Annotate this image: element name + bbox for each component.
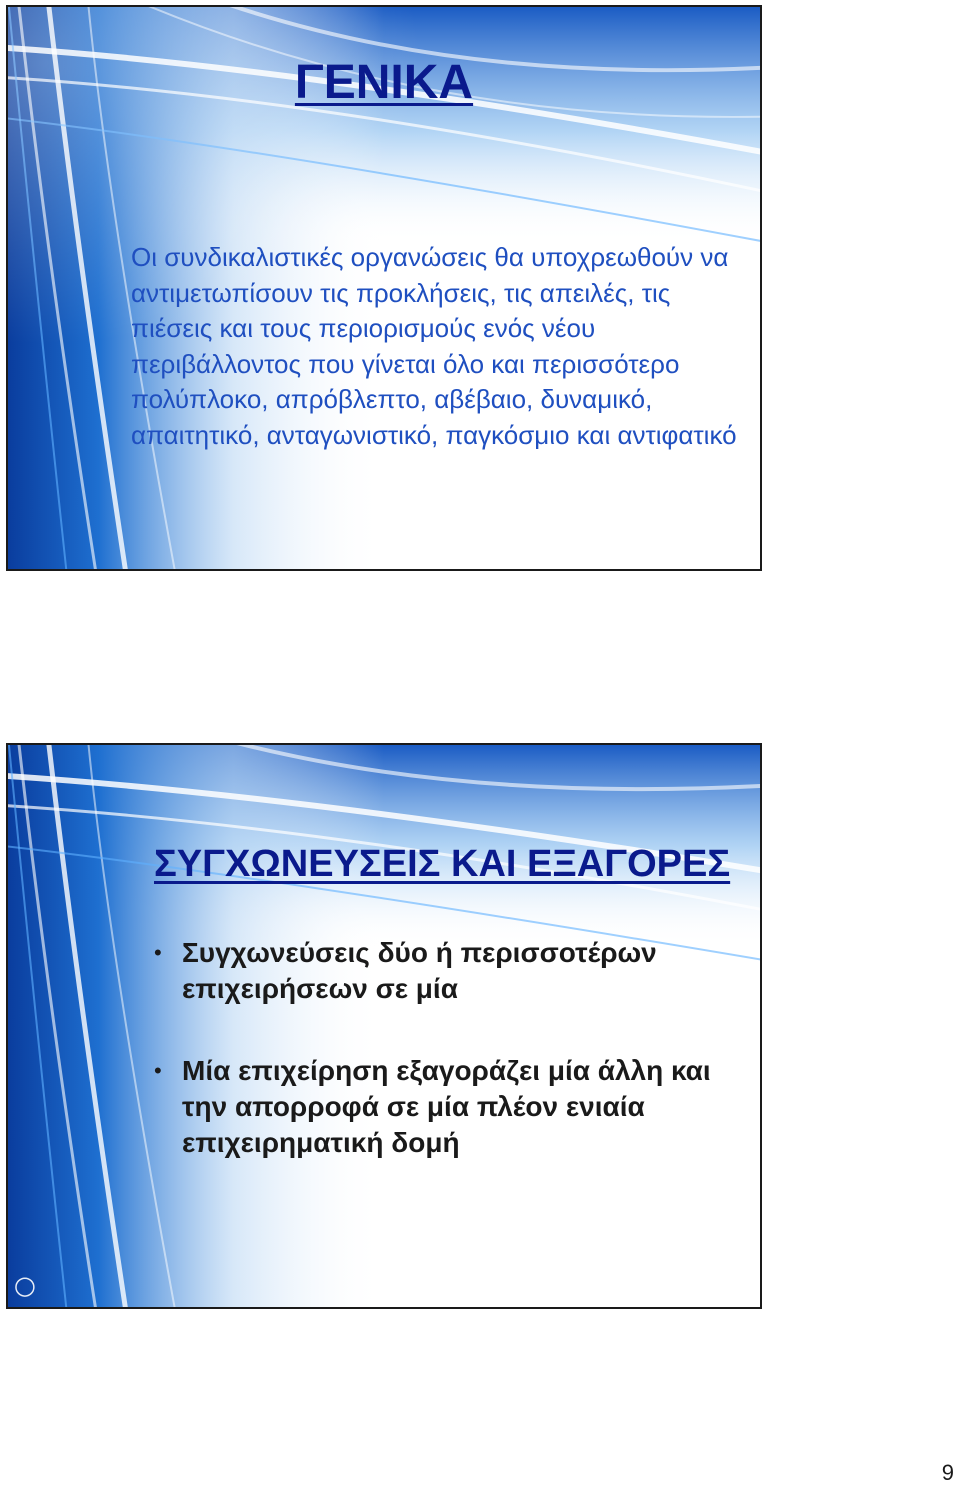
slide-title: ΣΥΓΧΩΝΕΥΣΕΙΣ ΚΑΙ ΕΞΑΓΟΡΕΣ bbox=[154, 843, 731, 885]
list-item bbox=[152, 1053, 732, 1161]
slide-title: ΓΕΝΙΚΑ bbox=[294, 56, 474, 109]
page-number: 9 bbox=[941, 1460, 954, 1485]
bullet-dot: • bbox=[154, 1058, 162, 1083]
bullet-text: Συγχωνεύσεις δύο ή περισσοτέρων επιχειρήσεων σε μία bbox=[182, 937, 657, 1004]
slide-1-content bbox=[8, 7, 760, 569]
bullet-dot: • bbox=[154, 940, 162, 965]
bullet-text: Μία επιχείρηση εξαγοράζει μία άλλη και την απορροφά σε μία πλέον ενιαία επιχειρηματική δομή bbox=[182, 1055, 711, 1158]
slide-paragraph: Οι συνδικαλιστικές οργανώσεις θα υποχρεωθούν να αντιμετωπίσουν τις προκλήσεις, τις απειλές, τις πιέσεις και τους περιορισμούς ενός νέου περιβάλλοντος που γίνεται όλο και περισσότερο πολύπλοκο, απρόβλεπτο, αβέβαιο, δυναμικό, απαιτητικό, ανταγωνιστικό, παγκόσμιο και αντιφατικό bbox=[131, 242, 737, 450]
list-item bbox=[152, 935, 732, 1007]
slide-2-content bbox=[8, 745, 760, 1307]
slide-2 bbox=[6, 743, 762, 1309]
slide-1 bbox=[6, 5, 762, 571]
bullet-list bbox=[152, 935, 732, 1207]
